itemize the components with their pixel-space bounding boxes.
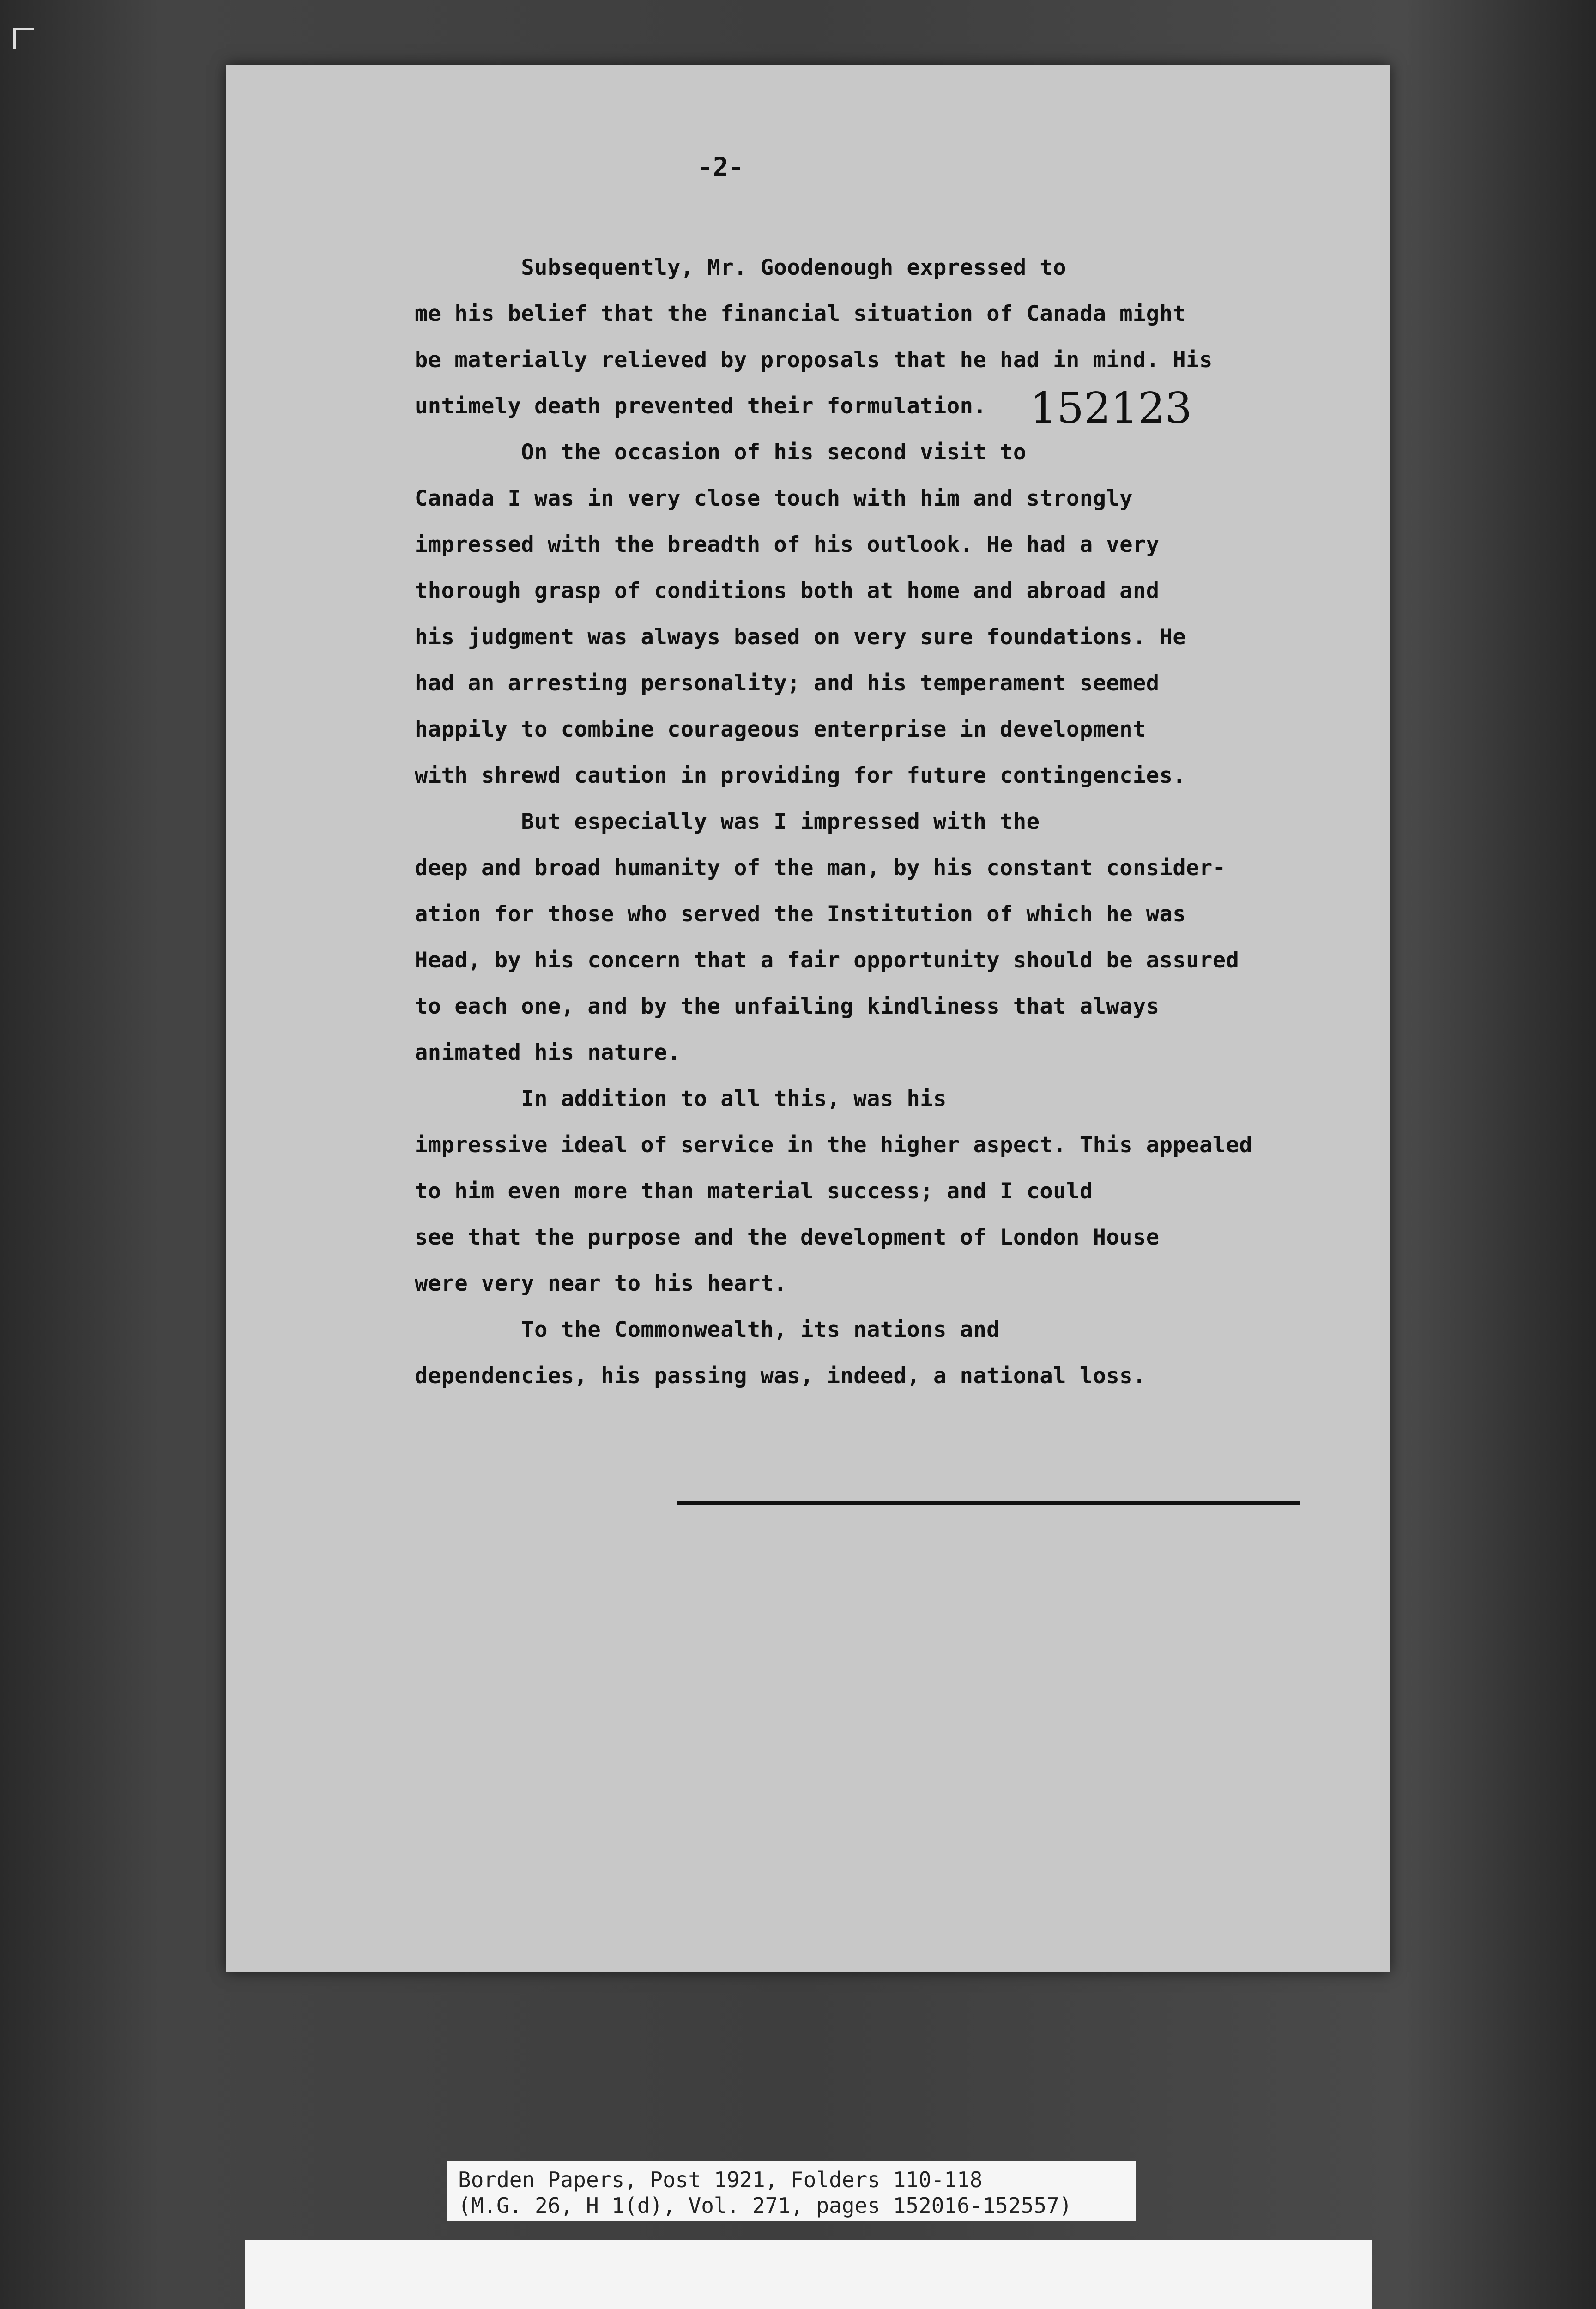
letter-line: untimely death prevented their formulation. xyxy=(415,393,987,419)
letter-line: Canada I was in very close touch with him and strongly xyxy=(415,486,1133,511)
signature-line xyxy=(677,1501,1300,1505)
letter-line: deep and broad humanity of the man, by his constant consider- xyxy=(415,855,1226,881)
letter-line: In addition to all this, was his xyxy=(415,1086,947,1112)
letter-line: see that the purpose and the development of London House xyxy=(415,1225,1160,1250)
page-number: -2- xyxy=(697,152,744,182)
letter-line: But especially was I impressed with the xyxy=(415,809,1040,834)
letter-line: thorough grasp of conditions both at home and abroad and xyxy=(415,578,1160,604)
letter-line: to each one, and by the unfailing kindliness that always xyxy=(415,994,1160,1019)
letter-line: with shrewd caution in providing for future contingencies. xyxy=(415,763,1186,788)
frame-corner-mark xyxy=(13,28,34,49)
letter-body xyxy=(415,245,1338,1399)
archive-reference-line: Borden Papers, Post 1921, Folders 110-118 xyxy=(458,2167,983,2192)
letter-line: were very near to his heart. xyxy=(415,1271,787,1296)
letter-line: ation for those who served the Institution of which he was xyxy=(415,901,1186,927)
letter-line: happily to combine courageous enterprise in development xyxy=(415,717,1146,742)
letter-line: On the occasion of his second visit to xyxy=(415,440,1027,465)
letter-line: animated his nature. xyxy=(415,1040,681,1065)
letter-line: To the Commonwealth, its nations and xyxy=(415,1317,1000,1342)
letter-line: Head, by his concern that a fair opportunity should be assured xyxy=(415,948,1239,973)
letter-line: dependencies, his passing was, indeed, a national loss. xyxy=(415,1363,1146,1389)
letter-line: his judgment was always based on very sure foundations. He xyxy=(415,624,1186,650)
letter-line: Subsequently, Mr. Goodenough expressed to xyxy=(415,255,1067,280)
stamp-number: 152123 xyxy=(1030,383,1192,433)
letter-line: had an arresting personality; and his temperament seemed xyxy=(415,671,1160,696)
letter-line: me his belief that the financial situation of Canada might xyxy=(415,301,1186,326)
letter-line: to him even more than material success; and I could xyxy=(415,1179,1093,1204)
document-page xyxy=(226,65,1390,1972)
letter-line: be materially relieved by proposals that he had in mind. His xyxy=(415,347,1213,373)
archive-reference-label xyxy=(447,2161,1136,2221)
letter-line: impressed with the breadth of his outlook. He had a very xyxy=(415,532,1160,557)
letter-line: impressive ideal of service in the higher aspect. This appealed xyxy=(415,1132,1253,1158)
archive-card xyxy=(245,2240,1372,2309)
archive-reference-line: (M.G. 26, H 1(d), Vol. 271, pages 152016-152557) xyxy=(458,2193,1072,2218)
